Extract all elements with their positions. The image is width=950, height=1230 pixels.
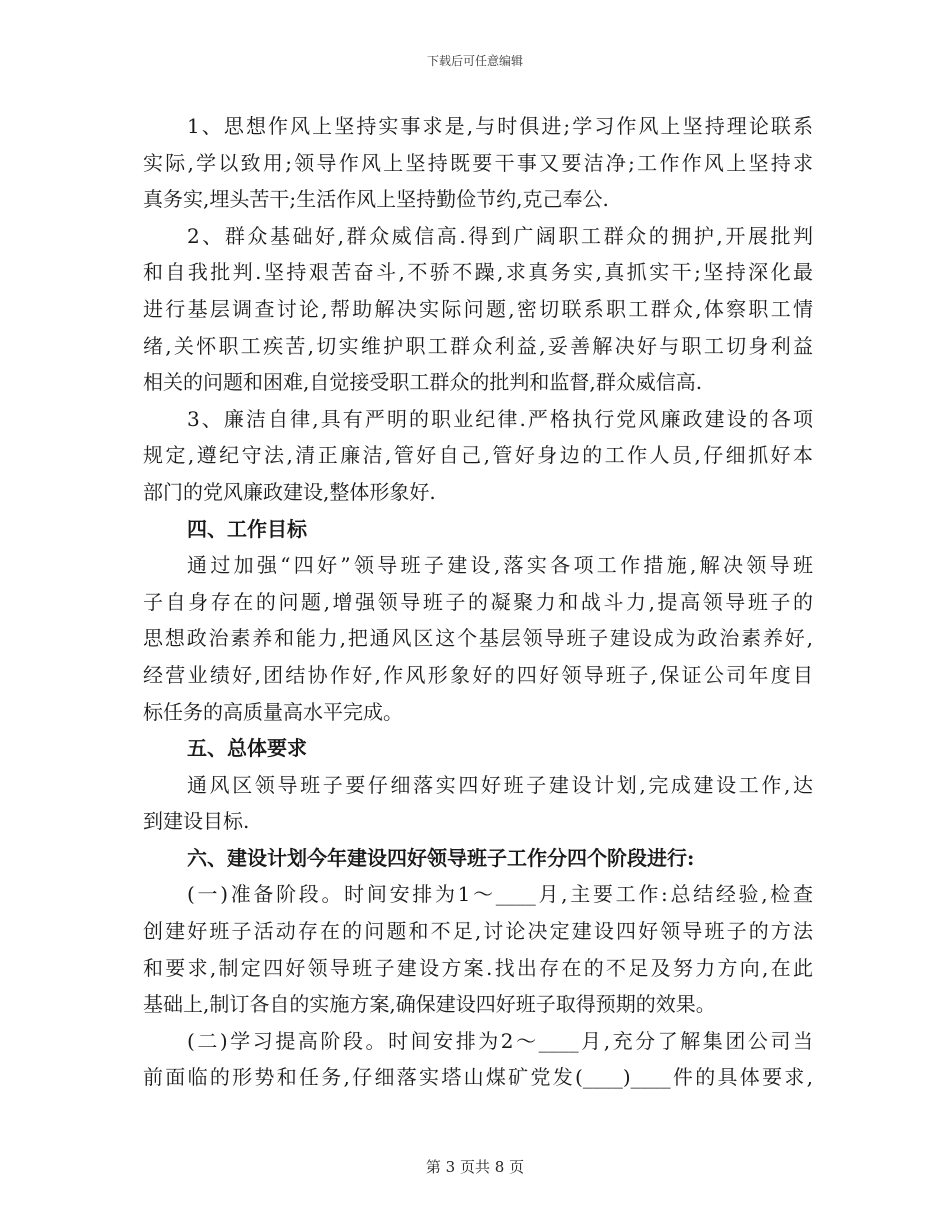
- paragraph-7-line-1: (二)学习提高阶段。时间安排为2～____月,充分了解集团公司当: [187, 1028, 813, 1053]
- paragraph-2-line-3: 进行基层调查讨论,帮助解决实际问题,密切联系职工群众,体察职工情: [143, 296, 813, 321]
- paragraph-3-line-3: 部门的党风廉政建设,整体形象好.: [143, 479, 436, 504]
- paragraph-2-line-5: 相关的问题和困难,自觉接受职工群众的批判和监督,群众威信高.: [143, 370, 703, 395]
- page-footer: 第 3 页共 8 页: [425, 1158, 525, 1176]
- section-heading-plan: 六、建设计划今年建设四好领导班子工作分四个阶段进行:: [187, 845, 695, 870]
- document-body: [143, 108, 813, 1096]
- page-header: 下载后可任意编辑: [426, 54, 523, 68]
- paragraph-4-line-1: 通过加强“四好”领导班子建设,落实各项工作措施,解决领导班: [187, 553, 813, 578]
- paragraph-2-line-2: 和自我批判.坚持艰苦奋斗,不骄不躁,求真务实,真抓实干;坚持深化最: [143, 260, 813, 285]
- paragraph-5-line-1: 通风区领导班子要仔细落实四好班子建设计划,完成建设工作,达: [187, 772, 813, 797]
- paragraph-6-line-1: (一)准备阶段。时间安排为1～____月,主要工作:总结经验,检查: [187, 882, 813, 907]
- paragraph-4-line-5: 标任务的高质量高水平完成。: [143, 699, 403, 724]
- paragraph-7-line-2: 前面临的形势和任务,仔细落实塔山煤矿党发(____)____件的具体要求,: [143, 1065, 813, 1090]
- paragraph-6-line-3: 和要求,制定四好领导班子建设方案.找出存在的不足及努力方向,在此: [143, 955, 813, 980]
- paragraph-6-line-4: 基础上,制订各自的实施方案,确保建设四好班子取得预期的效果。: [143, 992, 716, 1017]
- paragraph-3-line-1: 3、廉洁自律,具有严明的职业纪律.严格执行党风廉政建设的各项: [187, 406, 813, 431]
- paragraph-4-line-2: 子自身存在的问题,增强领导班子的凝聚力和战斗力,提高领导班子的: [143, 589, 813, 614]
- paragraph-3-line-2: 规定,遵纪守法,清正廉洁,管好自己,管好身边的工作人员,仔细抓好本: [143, 443, 813, 468]
- paragraph-2-line-1: 2、群众基础好,群众威信高.得到广阔职工群众的拥护,开展批判: [187, 223, 813, 248]
- paragraph-4-line-3: 思想政治素养和能力,把通风区这个基层领导班子建设成为政治素养好,: [143, 626, 813, 651]
- paragraph-4-line-4: 经营业绩好,团结协作好,作风形象好的四好领导班子,保证公司年度目: [143, 662, 813, 687]
- paragraph-1-line-1: 1、思想作风上坚持实事求是,与时俱进;学习作风上坚持理论联系: [187, 114, 813, 138]
- paragraph-6-line-2: 创建好班子活动存在的问题和不足,讨论决定建设四好领导班子的方法: [143, 919, 813, 944]
- section-heading-goals: 四、工作目标: [187, 516, 307, 541]
- paragraph-1-line-3: 真务实,埋头苦干;生活作风上坚持勤俭节约,克己奉公.: [143, 187, 609, 212]
- paragraph-5-line-2: 到建设目标.: [143, 809, 250, 834]
- paragraph-2-line-4: 绪,关怀职工疾苦,切实维护职工群众利益,妥善解决好与职工切身利益: [143, 333, 813, 358]
- paragraph-1-line-2: 实际,学以致用;领导作风上坚持既要干事又要洁净;工作作风上坚持求: [143, 150, 813, 175]
- section-heading-requirements: 五、总体要求: [187, 736, 307, 761]
